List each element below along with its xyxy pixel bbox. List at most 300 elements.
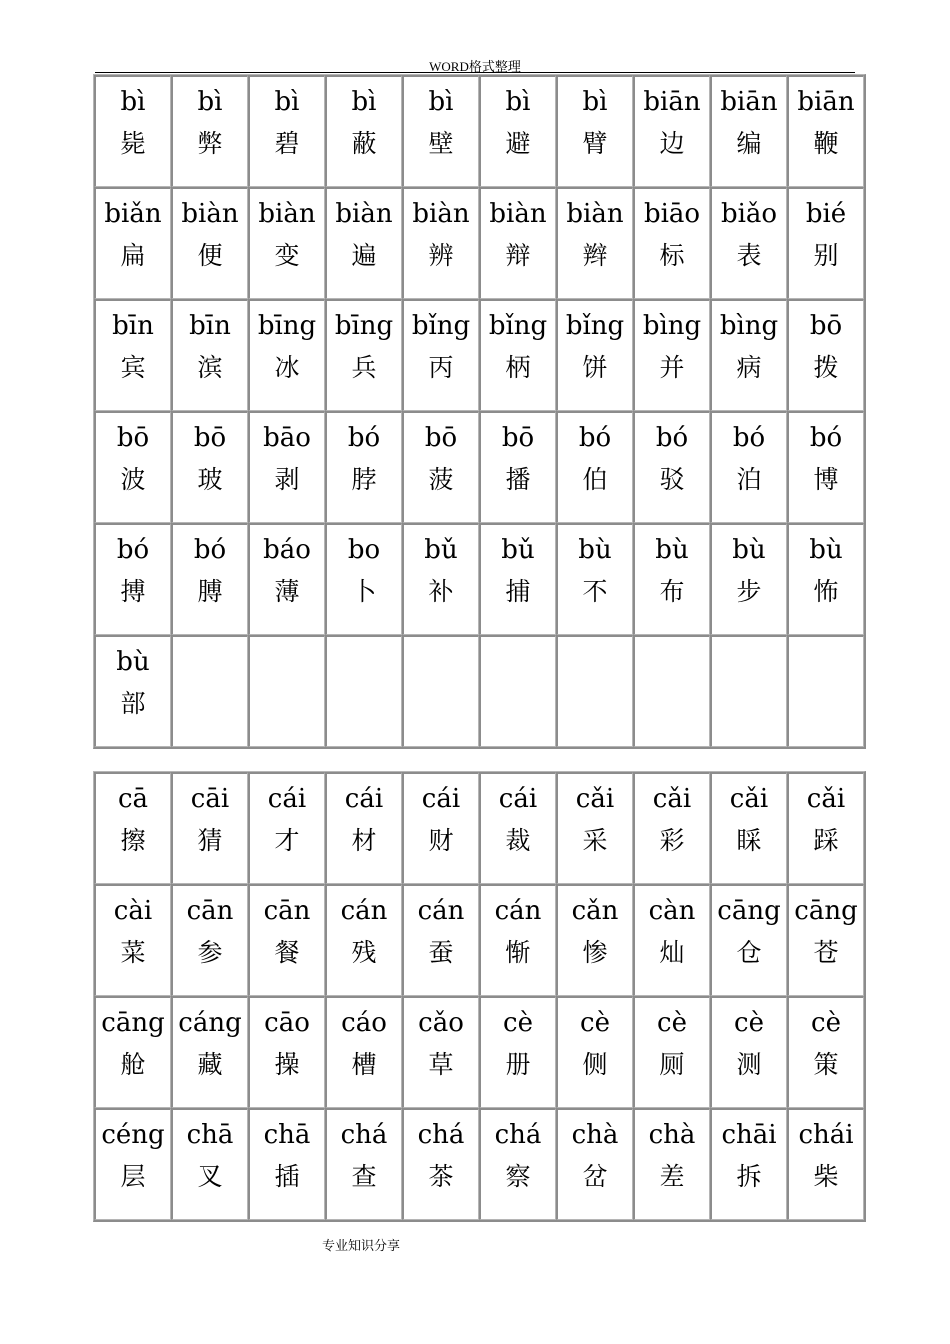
- grid-cell: [710, 996, 787, 1108]
- hanzi: 脖: [351, 465, 377, 494]
- hanzi: 弊: [197, 129, 223, 158]
- pinyin: bǐng: [411, 311, 471, 341]
- hanzi: 冰: [274, 353, 300, 382]
- grid-cell: [479, 635, 556, 747]
- grid-cell: [479, 75, 556, 187]
- pinyin: bó: [347, 423, 381, 453]
- grid-cell: [479, 1108, 556, 1220]
- hanzi: 饼: [582, 353, 608, 382]
- pinyin: bìng: [719, 311, 779, 341]
- grid-cell: [94, 996, 171, 1108]
- hanzi: 叉: [197, 1162, 223, 1191]
- grid-cell: [248, 884, 325, 996]
- hanzi: 察: [505, 1162, 531, 1191]
- pinyin: bīn: [112, 311, 154, 341]
- grid-cell: [402, 884, 479, 996]
- pinyin: bǐng: [488, 311, 548, 341]
- pinyin: bō: [116, 423, 150, 453]
- hanzi: 扁: [120, 241, 146, 270]
- hanzi: 惭: [505, 938, 531, 967]
- grid-cell: [248, 75, 325, 187]
- pinyin: bìng: [642, 311, 702, 341]
- grid-cell: [171, 299, 248, 411]
- grid-cell: [787, 411, 864, 523]
- pinyin: biǎn: [104, 199, 162, 229]
- hanzi: 参: [197, 938, 223, 967]
- hanzi: 蔽: [351, 129, 377, 158]
- pinyin: cè: [580, 1008, 610, 1038]
- grid-cell: [171, 187, 248, 299]
- hanzi: 踩: [813, 826, 839, 855]
- hanzi: 驳: [659, 465, 685, 494]
- grid-cell: [171, 996, 248, 1108]
- pinyin: chá: [417, 1120, 465, 1150]
- grid-cell: [402, 1108, 479, 1220]
- grid-cell: [248, 635, 325, 747]
- pinyin: biǎo: [720, 199, 778, 229]
- pinyin: [173, 647, 247, 677]
- pinyin: biàn: [181, 199, 239, 229]
- hanzi: [404, 689, 478, 719]
- hanzi: 菜: [120, 938, 146, 967]
- grid-cell: [710, 187, 787, 299]
- hanzi: 编: [736, 129, 762, 158]
- pinyin: cǎn: [571, 896, 619, 926]
- hanzi: 才: [274, 826, 300, 855]
- pinyin: báo: [263, 535, 311, 565]
- pinyin-grid-b: [93, 74, 866, 749]
- pinyin: bāo: [263, 423, 311, 453]
- pinyin: chā: [186, 1120, 234, 1150]
- pinyin: biàn: [258, 199, 316, 229]
- pinyin: bīng: [334, 311, 394, 341]
- grid-cell: [94, 299, 171, 411]
- pinyin: cái: [344, 784, 384, 814]
- grid-row: [94, 1108, 864, 1220]
- hanzi: 臂: [582, 129, 608, 158]
- hanzi: 遍: [351, 241, 377, 270]
- hanzi: 怖: [813, 577, 839, 606]
- pinyin: cǎi: [652, 784, 692, 814]
- pinyin: bo: [347, 535, 381, 565]
- grid-cell: [556, 75, 633, 187]
- grid-cell: [556, 996, 633, 1108]
- pinyin: [558, 647, 632, 677]
- grid-cell: [94, 1108, 171, 1220]
- hanzi: 岔: [582, 1162, 608, 1191]
- hanzi: 辫: [582, 241, 608, 270]
- hanzi: [481, 689, 555, 719]
- grid-cell: [710, 884, 787, 996]
- grid-cell: [171, 635, 248, 747]
- pinyin: cài: [113, 896, 153, 926]
- grid-cell: [325, 75, 402, 187]
- grid-cell: [248, 996, 325, 1108]
- hanzi: 伯: [582, 465, 608, 494]
- pinyin: cè: [657, 1008, 687, 1038]
- hanzi: 仓: [736, 938, 762, 967]
- pinyin: [635, 647, 709, 677]
- grid-cell: [787, 884, 864, 996]
- pinyin: [327, 647, 401, 677]
- pinyin: [250, 647, 324, 677]
- pinyin: [712, 647, 786, 677]
- hanzi: 侧: [582, 1050, 608, 1079]
- hanzi: 泊: [736, 465, 762, 494]
- grid-cell: [710, 523, 787, 635]
- pinyin: bì: [120, 87, 146, 117]
- hanzi: 菠: [428, 465, 454, 494]
- hanzi: 补: [428, 577, 454, 606]
- hanzi: 表: [736, 241, 762, 270]
- hanzi: 边: [659, 129, 685, 158]
- pinyin: bō: [809, 311, 843, 341]
- grid-cell: [710, 299, 787, 411]
- grid-row: [94, 884, 864, 996]
- grid-cell: [710, 635, 787, 747]
- pinyin: bì: [582, 87, 608, 117]
- hanzi: 毙: [120, 129, 146, 158]
- grid-row: [94, 523, 864, 635]
- pinyin: chái: [798, 1120, 854, 1150]
- hanzi: 标: [659, 241, 685, 270]
- pinyin: cái: [421, 784, 461, 814]
- hanzi: 睬: [736, 826, 762, 855]
- header-rule: [95, 72, 855, 73]
- hanzi: 柴: [813, 1162, 839, 1191]
- grid-cell: [710, 75, 787, 187]
- hanzi: 便: [197, 241, 223, 270]
- grid-cell: [325, 996, 402, 1108]
- page-footer: 专业知识分享: [322, 1239, 401, 1254]
- pinyin: bīn: [189, 311, 231, 341]
- hanzi: 辩: [505, 241, 531, 270]
- hanzi: [558, 689, 632, 719]
- grid-cell: [556, 411, 633, 523]
- hanzi: 避: [505, 129, 531, 158]
- hanzi: 采: [582, 826, 608, 855]
- pinyin: cái: [498, 784, 538, 814]
- pinyin: biān: [720, 87, 778, 117]
- grid-cell: [402, 523, 479, 635]
- hanzi: 别: [813, 241, 839, 270]
- hanzi: 部: [120, 689, 146, 718]
- grid-cell: [633, 187, 710, 299]
- hanzi: [789, 689, 863, 719]
- pinyin: [789, 647, 863, 677]
- grid-cell: [94, 635, 171, 747]
- pinyin: cāng: [101, 1008, 165, 1038]
- grid-cell: [787, 75, 864, 187]
- grid-cell: [248, 187, 325, 299]
- pinyin: bì: [197, 87, 223, 117]
- grid-cell: [556, 187, 633, 299]
- hanzi: 膊: [197, 577, 223, 606]
- grid-cell: [633, 772, 710, 884]
- grid-cell: [633, 299, 710, 411]
- grid-cell: [94, 772, 171, 884]
- hanzi: 拨: [813, 353, 839, 382]
- grid-cell: [479, 411, 556, 523]
- hanzi: 册: [505, 1050, 531, 1079]
- grid-row: [94, 635, 864, 747]
- hanzi: 残: [351, 938, 377, 967]
- grid-cell: [633, 75, 710, 187]
- pinyin-grid-c: [93, 771, 866, 1222]
- hanzi: 材: [351, 826, 377, 855]
- hanzi: 茶: [428, 1162, 454, 1191]
- hanzi: 卜: [351, 577, 377, 606]
- hanzi: 差: [659, 1162, 685, 1191]
- pinyin: biàn: [335, 199, 393, 229]
- pinyin: bó: [193, 535, 227, 565]
- grid-cell: [171, 884, 248, 996]
- pinyin: cáng: [178, 1008, 242, 1038]
- pinyin: bó: [732, 423, 766, 453]
- hanzi: 惨: [582, 938, 608, 967]
- grid-cell: [479, 299, 556, 411]
- grid-cell: [479, 523, 556, 635]
- pinyin: cāng: [717, 896, 781, 926]
- grid-row: [94, 411, 864, 523]
- grid-row: [94, 75, 864, 187]
- pinyin: cáo: [341, 1008, 387, 1038]
- pinyin: cán: [417, 896, 465, 926]
- grid-cell: [633, 411, 710, 523]
- pinyin: chá: [340, 1120, 388, 1150]
- hanzi: 财: [428, 826, 454, 855]
- pinyin: bù: [655, 535, 689, 565]
- hanzi: 裁: [505, 826, 531, 855]
- hanzi: 藏: [197, 1050, 223, 1079]
- pinyin: bì: [428, 87, 454, 117]
- pinyin: bù: [578, 535, 612, 565]
- hanzi: 宾: [120, 353, 146, 382]
- pinyin: bō: [501, 423, 535, 453]
- hanzi: 擦: [120, 826, 146, 855]
- grid-row: [94, 187, 864, 299]
- hanzi: 测: [736, 1050, 762, 1079]
- pinyin: cái: [267, 784, 307, 814]
- grid-cell: [556, 1108, 633, 1220]
- hanzi: 柄: [505, 353, 531, 382]
- hanzi: 拆: [736, 1162, 762, 1191]
- grid-cell: [479, 187, 556, 299]
- pinyin: cān: [186, 896, 234, 926]
- hanzi: 并: [659, 353, 685, 382]
- grid-cell: [633, 1108, 710, 1220]
- grid-cell: [171, 411, 248, 523]
- grid-cell: [402, 996, 479, 1108]
- grid-cell: [402, 187, 479, 299]
- grid-cell: [94, 884, 171, 996]
- grid-cell: [710, 411, 787, 523]
- pinyin: biàn: [412, 199, 470, 229]
- grid-cell: [248, 411, 325, 523]
- pinyin: cāng: [794, 896, 858, 926]
- pinyin: bì: [351, 87, 377, 117]
- grid-cell: [94, 523, 171, 635]
- pinyin: biāo: [643, 199, 701, 229]
- pinyin: bù: [809, 535, 843, 565]
- pinyin: bì: [505, 87, 531, 117]
- grid-cell: [171, 523, 248, 635]
- grid-cell: [325, 187, 402, 299]
- grid-cell: [325, 411, 402, 523]
- hanzi: 辨: [428, 241, 454, 270]
- pinyin: cán: [494, 896, 542, 926]
- pinyin: bù: [116, 647, 150, 677]
- hanzi: 餐: [274, 938, 300, 967]
- hanzi: 鞭: [813, 129, 839, 158]
- pinyin: bì: [274, 87, 300, 117]
- hanzi: 不: [582, 577, 608, 606]
- grid-cell: [325, 772, 402, 884]
- hanzi: 变: [274, 241, 300, 270]
- hanzi: 操: [274, 1050, 300, 1079]
- grid-cell: [787, 523, 864, 635]
- pinyin: bǔ: [501, 535, 535, 565]
- grid-cell: [248, 299, 325, 411]
- pinyin: bǐng: [565, 311, 625, 341]
- grid-cell: [248, 772, 325, 884]
- hanzi: 草: [428, 1050, 454, 1079]
- hanzi: 彩: [659, 826, 685, 855]
- pinyin: cè: [811, 1008, 841, 1038]
- pinyin: cǎi: [729, 784, 769, 814]
- pinyin: cǎi: [806, 784, 846, 814]
- grid-cell: [325, 523, 402, 635]
- grid-cell: [248, 1108, 325, 1220]
- grid-row: [94, 996, 864, 1108]
- grid-cell: [787, 635, 864, 747]
- grid-cell: [171, 75, 248, 187]
- grid-cell: [710, 1108, 787, 1220]
- grid-cell: [171, 1108, 248, 1220]
- hanzi: 捕: [505, 577, 531, 606]
- pinyin: chà: [648, 1120, 696, 1150]
- pinyin: bó: [578, 423, 612, 453]
- pinyin: cāo: [264, 1008, 310, 1038]
- pinyin: bō: [193, 423, 227, 453]
- grid-cell: [171, 772, 248, 884]
- pinyin: bīng: [257, 311, 317, 341]
- pinyin: [481, 647, 555, 677]
- grid-cell: [325, 884, 402, 996]
- pinyin: biān: [797, 87, 855, 117]
- hanzi: 苍: [813, 938, 839, 967]
- hanzi: 层: [120, 1162, 146, 1191]
- grid-cell: [479, 996, 556, 1108]
- hanzi: 病: [736, 353, 762, 382]
- grid-row: [94, 772, 864, 884]
- pinyin: chā: [263, 1120, 311, 1150]
- pinyin: biàn: [566, 199, 624, 229]
- hanzi: 薄: [274, 577, 300, 606]
- pinyin: cè: [503, 1008, 533, 1038]
- hanzi: 厕: [659, 1050, 685, 1079]
- grid-cell: [556, 299, 633, 411]
- pinyin: biàn: [489, 199, 547, 229]
- hanzi: 玻: [197, 465, 223, 494]
- hanzi: 波: [120, 465, 146, 494]
- hanzi: 步: [736, 577, 762, 606]
- grid-cell: [479, 884, 556, 996]
- hanzi: 丙: [428, 353, 454, 382]
- grid-cell: [402, 299, 479, 411]
- grid-cell: [556, 772, 633, 884]
- pinyin: céng: [101, 1120, 165, 1150]
- hanzi: 碧: [274, 129, 300, 158]
- pinyin: chāi: [721, 1120, 777, 1150]
- hanzi: [712, 689, 786, 719]
- grid-cell: [402, 635, 479, 747]
- hanzi: 查: [351, 1162, 377, 1191]
- pinyin: biān: [643, 87, 701, 117]
- grid-cell: [248, 523, 325, 635]
- grid-cell: [325, 635, 402, 747]
- grid-cell: [710, 772, 787, 884]
- grid-cell: [787, 996, 864, 1108]
- grid-cell: [787, 772, 864, 884]
- grid-cell: [94, 75, 171, 187]
- pinyin: cè: [734, 1008, 764, 1038]
- pinyin: bó: [116, 535, 150, 565]
- grid-cell: [479, 772, 556, 884]
- hanzi: 搏: [120, 577, 146, 606]
- grid-cell: [402, 772, 479, 884]
- pinyin: chá: [494, 1120, 542, 1150]
- pinyin: bō: [424, 423, 458, 453]
- hanzi: 壁: [428, 129, 454, 158]
- grid-cell: [325, 299, 402, 411]
- hanzi: 剥: [274, 465, 300, 494]
- grid-cell: [325, 1108, 402, 1220]
- pinyin: bó: [655, 423, 689, 453]
- grid-cell: [556, 635, 633, 747]
- hanzi: [327, 689, 401, 719]
- hanzi: 滨: [197, 353, 223, 382]
- grid-cell: [556, 884, 633, 996]
- pinyin: cǎo: [418, 1008, 464, 1038]
- grid-cell: [787, 187, 864, 299]
- grid-cell: [556, 523, 633, 635]
- pinyin: bié: [805, 199, 847, 229]
- grid-cell: [94, 187, 171, 299]
- grid-cell: [787, 299, 864, 411]
- hanzi: 猜: [197, 826, 223, 855]
- pinyin: cǎi: [575, 784, 615, 814]
- hanzi: 博: [813, 465, 839, 494]
- grid-cell: [633, 523, 710, 635]
- hanzi: 布: [659, 577, 685, 606]
- hanzi: 蚕: [428, 938, 454, 967]
- hanzi: [173, 689, 247, 719]
- pinyin: cā: [117, 784, 149, 814]
- pinyin: chà: [571, 1120, 619, 1150]
- hanzi: 舱: [120, 1050, 146, 1079]
- grid-cell: [633, 884, 710, 996]
- pinyin: càn: [648, 896, 696, 926]
- hanzi: 灿: [659, 938, 685, 967]
- grid-cell: [787, 1108, 864, 1220]
- pinyin: bù: [732, 535, 766, 565]
- pinyin: cāi: [190, 784, 230, 814]
- hanzi: [250, 689, 324, 719]
- hanzi: 兵: [351, 353, 377, 382]
- grid-cell: [633, 635, 710, 747]
- pinyin: bó: [809, 423, 843, 453]
